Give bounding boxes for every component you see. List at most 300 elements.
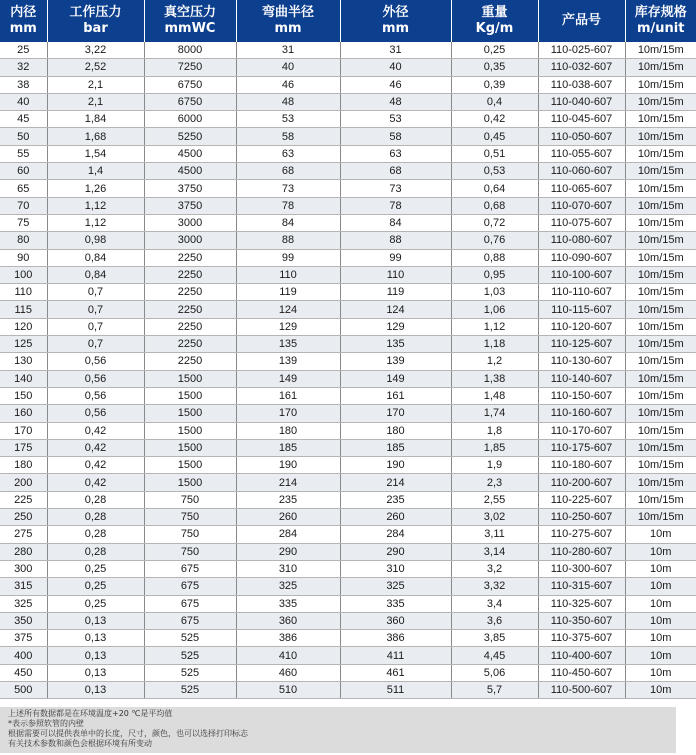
vacuum-pressure-cell: 1500 [144, 405, 236, 422]
product-number-cell: 110-315-607 [538, 578, 625, 595]
header-stock-spec: 库存规格 m/unit [625, 0, 696, 42]
table-row [0, 595, 696, 612]
bend-radius-cell: 68 [236, 163, 340, 180]
vacuum-pressure-cell: 675 [144, 560, 236, 577]
bend-radius-cell: 180 [236, 422, 340, 439]
footnote: 上述所有数据都是在环境温度+20 ℃是平均值 [8, 709, 173, 718]
working-pressure-cell: 0,13 [47, 630, 144, 647]
stock-spec-cell: 10m/15m [625, 163, 696, 180]
outer-diameter-cell: 170 [340, 405, 451, 422]
bend-radius-cell: 88 [236, 232, 340, 249]
working-pressure-cell: 1,12 [47, 197, 144, 214]
product-number-cell: 110-170-607 [538, 422, 625, 439]
weight-cell: 3,02 [451, 509, 538, 526]
working-pressure-cell: 0,13 [47, 612, 144, 629]
stock-spec-cell: 10m/15m [625, 232, 696, 249]
weight-cell: 3,11 [451, 526, 538, 543]
bend-radius-cell: 170 [236, 405, 340, 422]
table-row [0, 560, 696, 577]
bend-radius-cell: 139 [236, 353, 340, 370]
stock-spec-cell: 10m/15m [625, 301, 696, 318]
table-row [0, 578, 696, 595]
inner-diameter-cell: 180 [0, 457, 47, 474]
weight-cell: 5,7 [451, 681, 538, 698]
outer-diameter-cell: 63 [340, 145, 451, 162]
vacuum-pressure-cell: 1500 [144, 474, 236, 491]
weight-cell: 3,6 [451, 612, 538, 629]
stock-spec-cell: 10m/15m [625, 180, 696, 197]
working-pressure-cell: 0,42 [47, 457, 144, 474]
product-number-cell: 110-040-607 [538, 93, 625, 110]
vacuum-pressure-cell: 3000 [144, 232, 236, 249]
table-row [0, 197, 696, 214]
header-weight: 重量 Kg/m [451, 0, 538, 42]
vacuum-pressure-cell: 6750 [144, 76, 236, 93]
product-number-cell: 110-100-607 [538, 266, 625, 283]
inner-diameter-cell: 325 [0, 595, 47, 612]
working-pressure-cell: 0,28 [47, 526, 144, 543]
bend-radius-cell: 78 [236, 197, 340, 214]
stock-spec-cell: 10m/15m [625, 491, 696, 508]
product-number-cell: 110-130-607 [538, 353, 625, 370]
bend-radius-cell: 99 [236, 249, 340, 266]
stock-spec-cell: 10m/15m [625, 422, 696, 439]
working-pressure-cell: 0,56 [47, 387, 144, 404]
stock-spec-cell: 10m [625, 612, 696, 629]
vacuum-pressure-cell: 2250 [144, 353, 236, 370]
bend-radius-cell: 360 [236, 612, 340, 629]
working-pressure-cell: 0,25 [47, 595, 144, 612]
table-row [0, 59, 696, 76]
inner-diameter-cell: 75 [0, 214, 47, 231]
weight-cell: 0,4 [451, 93, 538, 110]
weight-cell: 1,48 [451, 387, 538, 404]
table-row [0, 439, 696, 456]
product-number-cell: 110-375-607 [538, 630, 625, 647]
working-pressure-cell: 0,7 [47, 336, 144, 353]
table-row [0, 163, 696, 180]
weight-cell: 0,51 [451, 145, 538, 162]
outer-diameter-cell: 149 [340, 370, 451, 387]
vacuum-pressure-cell: 4500 [144, 163, 236, 180]
inner-diameter-cell: 375 [0, 630, 47, 647]
outer-diameter-cell: 284 [340, 526, 451, 543]
table-row [0, 214, 696, 231]
working-pressure-cell: 0,28 [47, 543, 144, 560]
table-row [0, 387, 696, 404]
inner-diameter-cell: 60 [0, 163, 47, 180]
outer-diameter-cell: 135 [340, 336, 451, 353]
bend-radius-cell: 119 [236, 284, 340, 301]
bend-radius-cell: 460 [236, 664, 340, 681]
stock-spec-cell: 10m/15m [625, 509, 696, 526]
bend-radius-cell: 325 [236, 578, 340, 595]
bend-radius-cell: 129 [236, 318, 340, 335]
weight-cell: 1,18 [451, 336, 538, 353]
inner-diameter-cell: 150 [0, 387, 47, 404]
table-row [0, 422, 696, 439]
vacuum-pressure-cell: 675 [144, 595, 236, 612]
weight-cell: 1,9 [451, 457, 538, 474]
outer-diameter-cell: 84 [340, 214, 451, 231]
inner-diameter-cell: 450 [0, 664, 47, 681]
vacuum-pressure-cell: 5250 [144, 128, 236, 145]
stock-spec-cell: 10m/15m [625, 353, 696, 370]
stock-spec-cell: 10m/15m [625, 93, 696, 110]
outer-diameter-cell: 31 [340, 42, 451, 59]
table-row [0, 370, 696, 387]
inner-diameter-cell: 50 [0, 128, 47, 145]
outer-diameter-cell: 290 [340, 543, 451, 560]
outer-diameter-cell: 180 [340, 422, 451, 439]
bend-radius-cell: 260 [236, 509, 340, 526]
product-number-cell: 110-350-607 [538, 612, 625, 629]
table-row [0, 111, 696, 128]
outer-diameter-cell: 48 [340, 93, 451, 110]
bend-radius-cell: 235 [236, 491, 340, 508]
outer-diameter-cell: 214 [340, 474, 451, 491]
working-pressure-cell: 3,22 [47, 42, 144, 59]
table-row [0, 128, 696, 145]
working-pressure-cell: 0,98 [47, 232, 144, 249]
stock-spec-cell: 10m/15m [625, 457, 696, 474]
outer-diameter-cell: 68 [340, 163, 451, 180]
stock-spec-cell: 10m/15m [625, 439, 696, 456]
vacuum-pressure-cell: 525 [144, 664, 236, 681]
inner-diameter-cell: 65 [0, 180, 47, 197]
product-number-cell: 110-325-607 [538, 595, 625, 612]
stock-spec-cell: 10m/15m [625, 318, 696, 335]
weight-cell: 3,85 [451, 630, 538, 647]
stock-spec-cell: 10m/15m [625, 145, 696, 162]
bend-radius-cell: 31 [236, 42, 340, 59]
inner-diameter-cell: 55 [0, 145, 47, 162]
weight-cell: 0,95 [451, 266, 538, 283]
weight-cell: 0,39 [451, 76, 538, 93]
vacuum-pressure-cell: 750 [144, 491, 236, 508]
header-inner-diameter: 内径 mm [0, 0, 47, 42]
product-number-cell: 110-225-607 [538, 491, 625, 508]
stock-spec-cell: 10m [625, 630, 696, 647]
weight-cell: 3,32 [451, 578, 538, 595]
vacuum-pressure-cell: 675 [144, 578, 236, 595]
bend-radius-cell: 73 [236, 180, 340, 197]
vacuum-pressure-cell: 525 [144, 647, 236, 664]
inner-diameter-cell: 115 [0, 301, 47, 318]
working-pressure-cell: 2,1 [47, 76, 144, 93]
footnote: *表示参照软管的内壁 [8, 719, 84, 728]
inner-diameter-cell: 40 [0, 93, 47, 110]
inner-diameter-cell: 100 [0, 266, 47, 283]
header-vacuum-pressure: 真空压力 mmWC [144, 0, 236, 42]
outer-diameter-cell: 235 [340, 491, 451, 508]
weight-cell: 2,55 [451, 491, 538, 508]
working-pressure-cell: 1,68 [47, 128, 144, 145]
working-pressure-cell: 0,84 [47, 249, 144, 266]
inner-diameter-cell: 315 [0, 578, 47, 595]
working-pressure-cell: 0,56 [47, 405, 144, 422]
bend-radius-cell: 161 [236, 387, 340, 404]
bend-radius-cell: 185 [236, 439, 340, 456]
vacuum-pressure-cell: 8000 [144, 42, 236, 59]
header-working-pressure: 工作压力 bar [47, 0, 144, 42]
inner-diameter-cell: 130 [0, 353, 47, 370]
stock-spec-cell: 10m [625, 578, 696, 595]
product-number-cell: 110-065-607 [538, 180, 625, 197]
weight-cell: 0,64 [451, 180, 538, 197]
outer-diameter-cell: 53 [340, 111, 451, 128]
product-number-cell: 110-080-607 [538, 232, 625, 249]
table-row [0, 353, 696, 370]
product-number-cell: 110-200-607 [538, 474, 625, 491]
stock-spec-cell: 10m [625, 526, 696, 543]
product-number-cell: 110-090-607 [538, 249, 625, 266]
working-pressure-cell: 0,42 [47, 474, 144, 491]
footnotes [0, 707, 676, 753]
stock-spec-cell: 10m/15m [625, 76, 696, 93]
working-pressure-cell: 1,12 [47, 214, 144, 231]
bend-radius-cell: 149 [236, 370, 340, 387]
bend-radius-cell: 46 [236, 76, 340, 93]
product-number-cell: 110-140-607 [538, 370, 625, 387]
outer-diameter-cell: 110 [340, 266, 451, 283]
vacuum-pressure-cell: 1500 [144, 387, 236, 404]
table-row [0, 509, 696, 526]
weight-cell: 1,06 [451, 301, 538, 318]
bend-radius-cell: 310 [236, 560, 340, 577]
inner-diameter-cell: 500 [0, 681, 47, 698]
bend-radius-cell: 510 [236, 681, 340, 698]
weight-cell: 1,2 [451, 353, 538, 370]
stock-spec-cell: 10m/15m [625, 59, 696, 76]
weight-cell: 0,76 [451, 232, 538, 249]
table-row [0, 232, 696, 249]
vacuum-pressure-cell: 2250 [144, 249, 236, 266]
inner-diameter-cell: 32 [0, 59, 47, 76]
outer-diameter-cell: 185 [340, 439, 451, 456]
weight-cell: 1,8 [451, 422, 538, 439]
outer-diameter-cell: 78 [340, 197, 451, 214]
working-pressure-cell: 2,1 [47, 93, 144, 110]
weight-cell: 0,88 [451, 249, 538, 266]
vacuum-pressure-cell: 2250 [144, 266, 236, 283]
table-row [0, 664, 696, 681]
vacuum-pressure-cell: 2250 [144, 284, 236, 301]
vacuum-pressure-cell: 1500 [144, 370, 236, 387]
bend-radius-cell: 214 [236, 474, 340, 491]
table-row [0, 630, 696, 647]
product-number-cell: 110-025-607 [538, 42, 625, 59]
weight-cell: 0,35 [451, 59, 538, 76]
stock-spec-cell: 10m [625, 647, 696, 664]
product-number-cell: 110-400-607 [538, 647, 625, 664]
inner-diameter-cell: 170 [0, 422, 47, 439]
outer-diameter-cell: 511 [340, 681, 451, 698]
vacuum-pressure-cell: 2250 [144, 301, 236, 318]
product-number-cell: 110-050-607 [538, 128, 625, 145]
bend-radius-cell: 40 [236, 59, 340, 76]
outer-diameter-cell: 411 [340, 647, 451, 664]
weight-cell: 0,53 [451, 163, 538, 180]
table-row [0, 318, 696, 335]
table-row [0, 543, 696, 560]
outer-diameter-cell: 325 [340, 578, 451, 595]
weight-cell: 1,85 [451, 439, 538, 456]
vacuum-pressure-cell: 3750 [144, 180, 236, 197]
working-pressure-cell: 0,28 [47, 509, 144, 526]
stock-spec-cell: 10m/15m [625, 197, 696, 214]
product-number-cell: 110-150-607 [538, 387, 625, 404]
inner-diameter-cell: 400 [0, 647, 47, 664]
table-row [0, 612, 696, 629]
vacuum-pressure-cell: 525 [144, 630, 236, 647]
working-pressure-cell: 0,25 [47, 578, 144, 595]
product-number-cell: 110-075-607 [538, 214, 625, 231]
working-pressure-cell: 0,84 [47, 266, 144, 283]
inner-diameter-cell: 140 [0, 370, 47, 387]
inner-diameter-cell: 38 [0, 76, 47, 93]
vacuum-pressure-cell: 2250 [144, 318, 236, 335]
vacuum-pressure-cell: 750 [144, 509, 236, 526]
stock-spec-cell: 10m/15m [625, 214, 696, 231]
stock-spec-cell: 10m/15m [625, 474, 696, 491]
header-outer-diameter: 外径 mm [340, 0, 451, 42]
product-number-cell: 110-115-607 [538, 301, 625, 318]
product-number-cell: 110-280-607 [538, 543, 625, 560]
working-pressure-cell: 2,52 [47, 59, 144, 76]
table-body [0, 42, 696, 699]
product-number-cell: 110-060-607 [538, 163, 625, 180]
weight-cell: 5,06 [451, 664, 538, 681]
stock-spec-cell: 10m/15m [625, 284, 696, 301]
table-row [0, 491, 696, 508]
working-pressure-cell: 0,13 [47, 681, 144, 698]
product-number-cell: 110-110-607 [538, 284, 625, 301]
working-pressure-cell: 0,56 [47, 353, 144, 370]
working-pressure-cell: 0,7 [47, 301, 144, 318]
inner-diameter-cell: 110 [0, 284, 47, 301]
product-number-cell: 110-250-607 [538, 509, 625, 526]
outer-diameter-cell: 190 [340, 457, 451, 474]
bend-radius-cell: 124 [236, 301, 340, 318]
table-row [0, 76, 696, 93]
table-row [0, 145, 696, 162]
bend-radius-cell: 386 [236, 630, 340, 647]
outer-diameter-cell: 88 [340, 232, 451, 249]
stock-spec-cell: 10m/15m [625, 266, 696, 283]
weight-cell: 2,3 [451, 474, 538, 491]
weight-cell: 0,68 [451, 197, 538, 214]
weight-cell: 3,14 [451, 543, 538, 560]
footnote: 根据需要可以提供表单中的长度，尺寸，颜色，也可以选择打印标志 [8, 729, 248, 738]
product-number-cell: 110-070-607 [538, 197, 625, 214]
working-pressure-cell: 0,25 [47, 560, 144, 577]
vacuum-pressure-cell: 6000 [144, 111, 236, 128]
outer-diameter-cell: 360 [340, 612, 451, 629]
table-row [0, 301, 696, 318]
stock-spec-cell: 10m/15m [625, 128, 696, 145]
working-pressure-cell: 1,84 [47, 111, 144, 128]
table-row [0, 647, 696, 664]
working-pressure-cell: 0,42 [47, 422, 144, 439]
footnote: 有关技术参数和颜色会根据环境有所变动 [8, 739, 152, 748]
inner-diameter-cell: 200 [0, 474, 47, 491]
vacuum-pressure-cell: 1500 [144, 457, 236, 474]
table-row [0, 249, 696, 266]
vacuum-pressure-cell: 3750 [144, 197, 236, 214]
vacuum-pressure-cell: 675 [144, 612, 236, 629]
stock-spec-cell: 10m/15m [625, 111, 696, 128]
product-number-cell: 110-120-607 [538, 318, 625, 335]
bend-radius-cell: 53 [236, 111, 340, 128]
weight-cell: 0,42 [451, 111, 538, 128]
inner-diameter-cell: 250 [0, 509, 47, 526]
product-number-cell: 110-045-607 [538, 111, 625, 128]
inner-diameter-cell: 120 [0, 318, 47, 335]
inner-diameter-cell: 80 [0, 232, 47, 249]
product-number-cell: 110-055-607 [538, 145, 625, 162]
header-bend-radius: 弯曲半径 mm [236, 0, 340, 42]
stock-spec-cell: 10m/15m [625, 387, 696, 404]
weight-cell: 4,45 [451, 647, 538, 664]
bend-radius-cell: 335 [236, 595, 340, 612]
vacuum-pressure-cell: 6750 [144, 93, 236, 110]
inner-diameter-cell: 280 [0, 543, 47, 560]
outer-diameter-cell: 119 [340, 284, 451, 301]
table-header-row [0, 0, 696, 42]
outer-diameter-cell: 461 [340, 664, 451, 681]
outer-diameter-cell: 46 [340, 76, 451, 93]
bend-radius-cell: 290 [236, 543, 340, 560]
table-row [0, 180, 696, 197]
stock-spec-cell: 10m/15m [625, 370, 696, 387]
vacuum-pressure-cell: 750 [144, 526, 236, 543]
bend-radius-cell: 110 [236, 266, 340, 283]
product-number-cell: 110-038-607 [538, 76, 625, 93]
outer-diameter-cell: 58 [340, 128, 451, 145]
table-row [0, 42, 696, 59]
outer-diameter-cell: 310 [340, 560, 451, 577]
table-row [0, 526, 696, 543]
stock-spec-cell: 10m [625, 560, 696, 577]
product-number-cell: 110-300-607 [538, 560, 625, 577]
inner-diameter-cell: 70 [0, 197, 47, 214]
weight-cell: 0,25 [451, 42, 538, 59]
weight-cell: 3,4 [451, 595, 538, 612]
outer-diameter-cell: 161 [340, 387, 451, 404]
table-row [0, 336, 696, 353]
weight-cell: 1,74 [451, 405, 538, 422]
product-number-cell: 110-160-607 [538, 405, 625, 422]
weight-cell: 3,2 [451, 560, 538, 577]
bend-radius-cell: 58 [236, 128, 340, 145]
vacuum-pressure-cell: 7250 [144, 59, 236, 76]
inner-diameter-cell: 350 [0, 612, 47, 629]
working-pressure-cell: 1,26 [47, 180, 144, 197]
stock-spec-cell: 10m [625, 595, 696, 612]
bend-radius-cell: 284 [236, 526, 340, 543]
product-number-cell: 110-450-607 [538, 664, 625, 681]
working-pressure-cell: 1,4 [47, 163, 144, 180]
stock-spec-cell: 10m [625, 681, 696, 698]
outer-diameter-cell: 99 [340, 249, 451, 266]
inner-diameter-cell: 25 [0, 42, 47, 59]
table-row [0, 93, 696, 110]
outer-diameter-cell: 335 [340, 595, 451, 612]
stock-spec-cell: 10m/15m [625, 336, 696, 353]
inner-diameter-cell: 90 [0, 249, 47, 266]
stock-spec-cell: 10m/15m [625, 405, 696, 422]
